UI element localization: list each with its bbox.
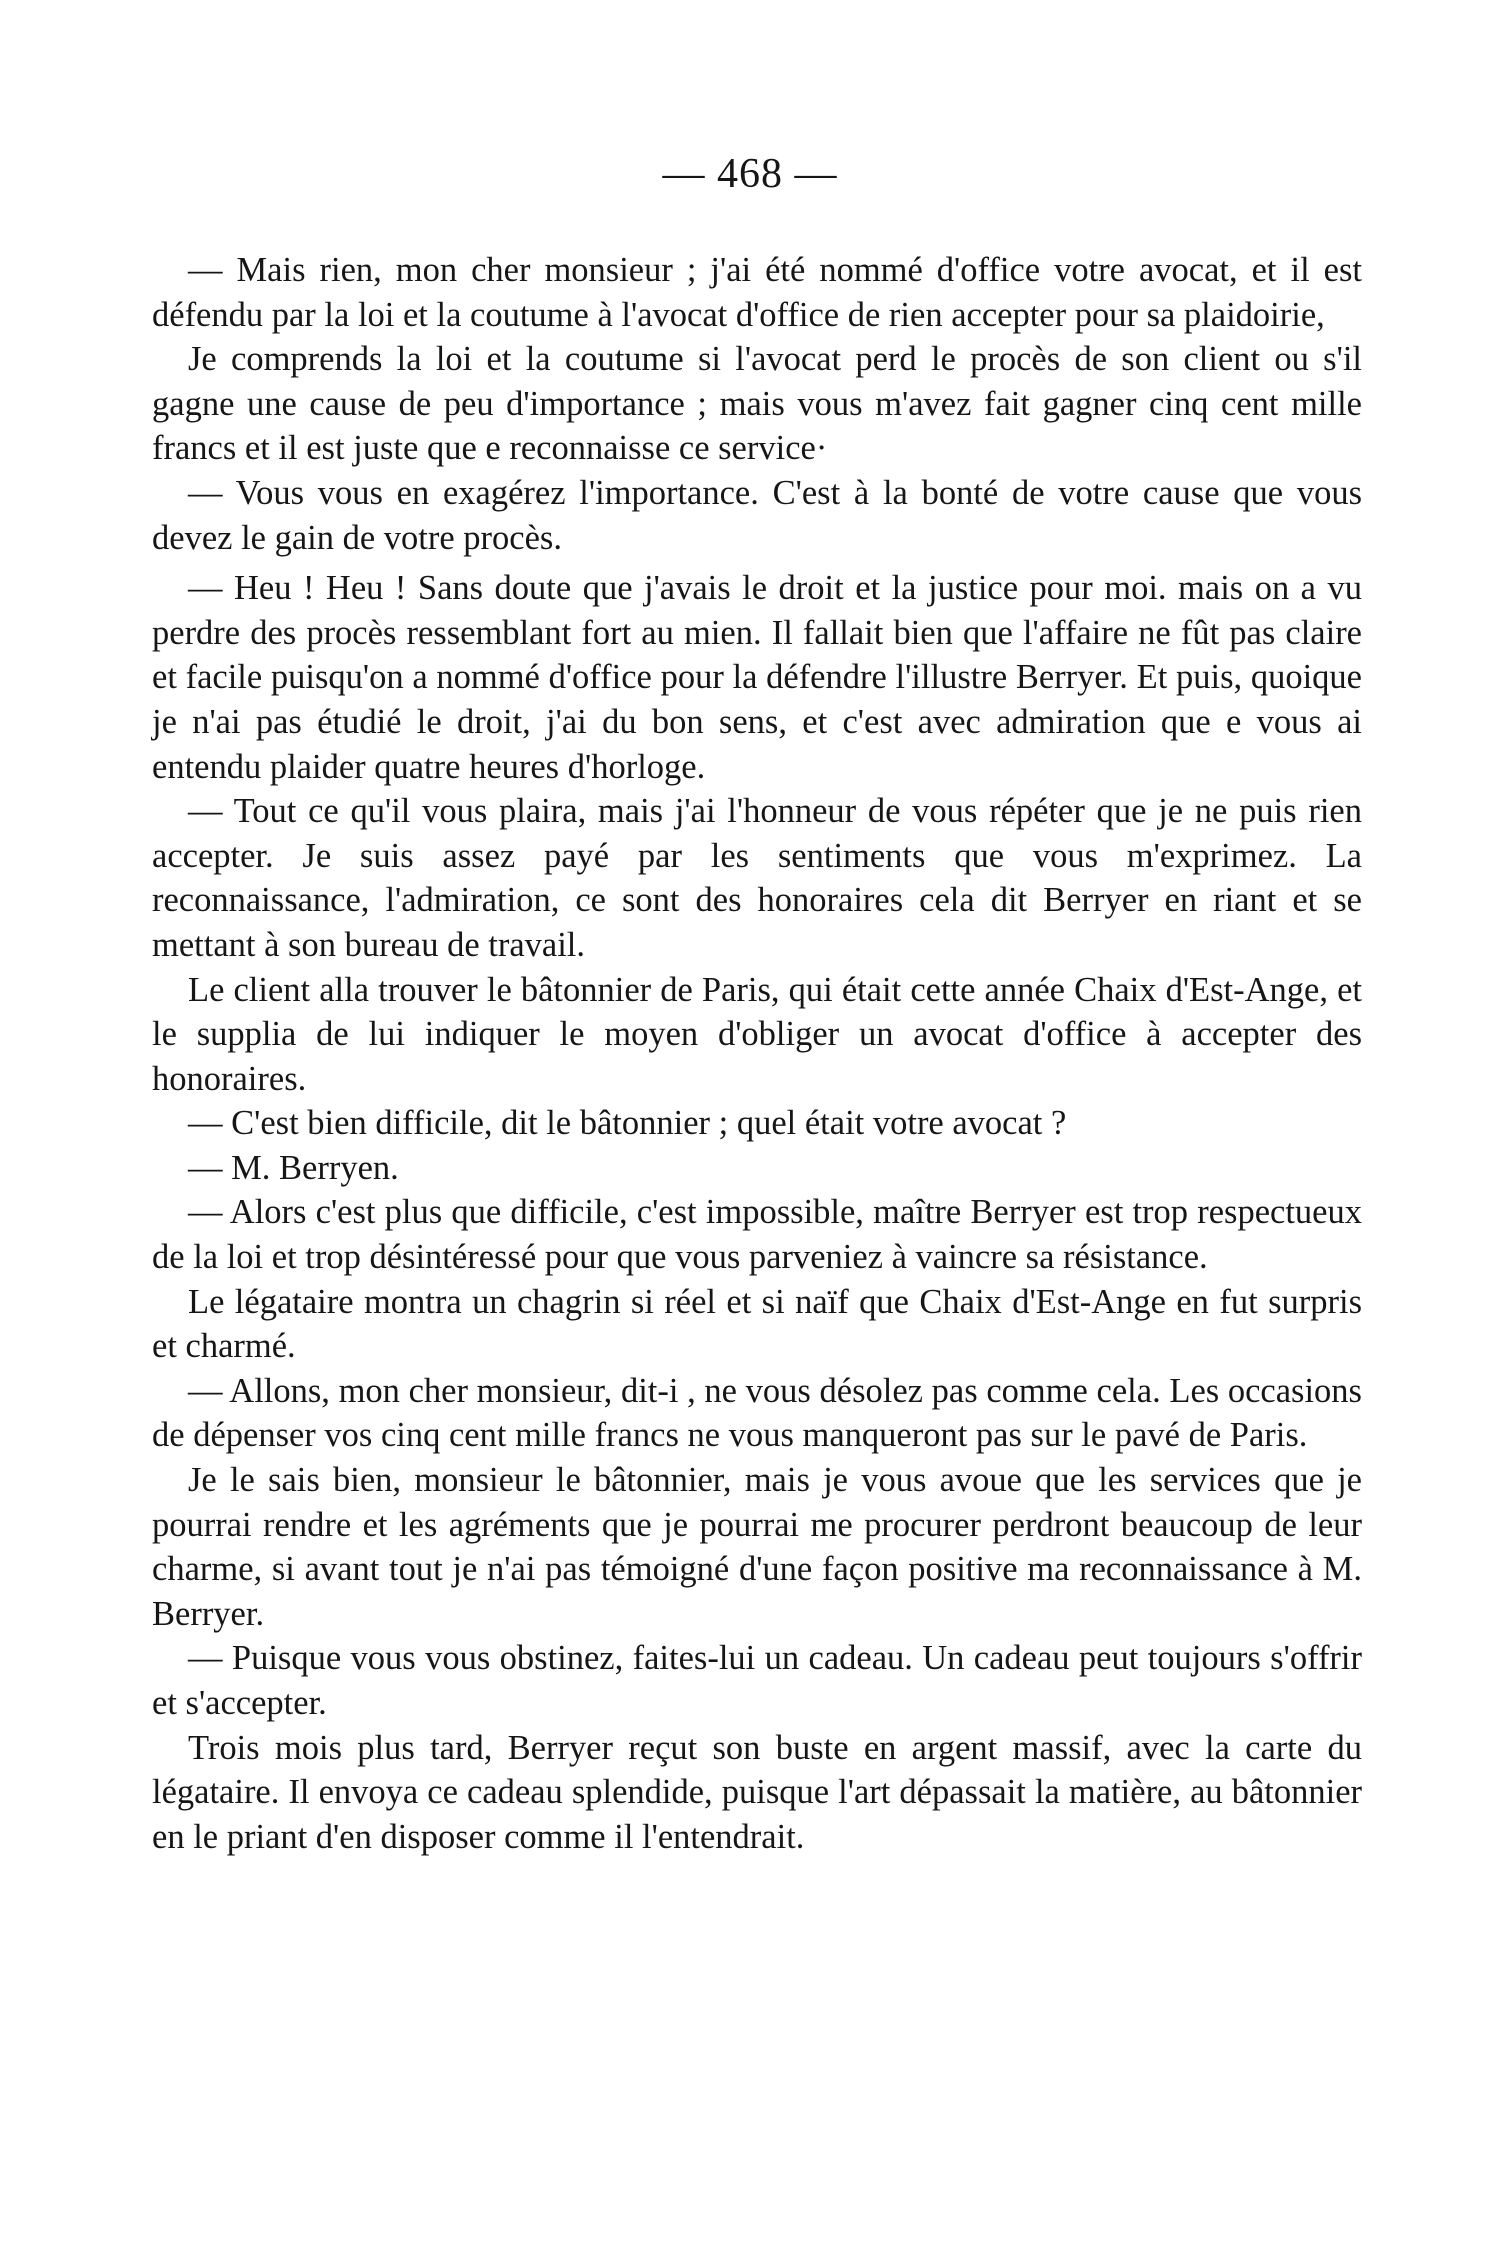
page-number: — 468 — bbox=[662, 151, 838, 197]
paragraph: — Heu ! Heu ! Sans doute que j'avais le droit et la justice pour moi. mais on a vu perdre des procès ressemblant fort au mien. Il fallait bien que l'affaire ne fût pas claire et facile puisqu'on a nommé d'office pour la défendre l'illustre Berryer. Et puis, quoique je n'ai pas étudié le droit, j'ai du bon sens, et c'est avec admiration que e vous ai entendu plaider quatre heures d'horloge. bbox=[152, 569, 1362, 786]
paragraph: — Vous vous en exagérez l'importance. C'est à la bonté de votre cause que vous devez le gain de votre procès. bbox=[152, 473, 1362, 557]
paragraph: Le légataire montra un chagrin si réel et si naïf que Chaix d'Est-Ange en fut surpris et charmé. bbox=[152, 1282, 1362, 1366]
paragraph: — M. Berryen. bbox=[188, 1148, 399, 1187]
body-text bbox=[152, 248, 1362, 1859]
paragraph: — Mais rien, mon cher monsieur ; j'ai été nommé d'office votre avocat, et il est défendu par la loi et la coutume à l'avocat d'office de rien accepter pour sa plaidoirie, bbox=[152, 251, 1362, 334]
paragraph: Je le sais bien, monsieur le bâtonnier, mais je vous avoue que les services que je pourrai rendre et les agréments que je pourrai me procurer perdront beaucoup de leur charme, si avant tout je n'ai pas témoigné d'une façon positive ma reconnaissance à M. Berryer. bbox=[152, 1461, 1362, 1633]
paragraph: — Tout ce qu'il vous plaira, mais j'ai l'honneur de vous répéter que je ne puis rien accepter. Je suis assez payé par les sentiments que vous m'exprimez. La reconnaissance, l'admiration, ce sont des honoraires cela dit Berryer en riant et se mettant à son bureau de travail. bbox=[152, 792, 1362, 964]
paragraph: — C'est bien difficile, dit le bâtonnier ; quel était votre avocat ? bbox=[188, 1104, 1067, 1143]
paragraph: — Puisque vous vous obstinez, faites-lui un cadeau. Un cadeau peut toujours s'offrir et s'accepter. bbox=[152, 1639, 1362, 1722]
paragraph: Trois mois plus tard, Berryer reçut son buste en argent massif, avec la carte du légataire. Il envoya ce cadeau splendide, puisque l'art dépassait la matière, au bâtonnier en le priant d'en disposer comme il l'entendrait. bbox=[152, 1728, 1362, 1856]
paragraph: Le client alla trouver le bâtonnier de Paris, qui était cette année Chaix d'Est-Ange, et le supplia de lui indiquer le moyen d'obliger un avocat d'office à accepter des honoraires. bbox=[152, 970, 1362, 1098]
paragraph: — Allons, mon cher monsieur, dit-i , ne vous désolez pas comme cela. Les occasions de dépenser vos cinq cent mille francs ne vous manqueront pas sur le pavé de Paris. bbox=[152, 1371, 1362, 1455]
paragraph: — Alors c'est plus que difficile, c'est impossible, maître Berryer est trop respectueux de la loi et trop désintéressé pour que vous parveniez à vaincre sa résistance. bbox=[152, 1193, 1362, 1277]
paragraph: Je comprends la loi et la coutume si l'avocat perd le procès de son client ou s'il gagne une cause de peu d'importance ; mais vous m'avez fait gagner cinq cent mille francs et il est juste que e reconnaisse ce service· bbox=[152, 340, 1362, 468]
